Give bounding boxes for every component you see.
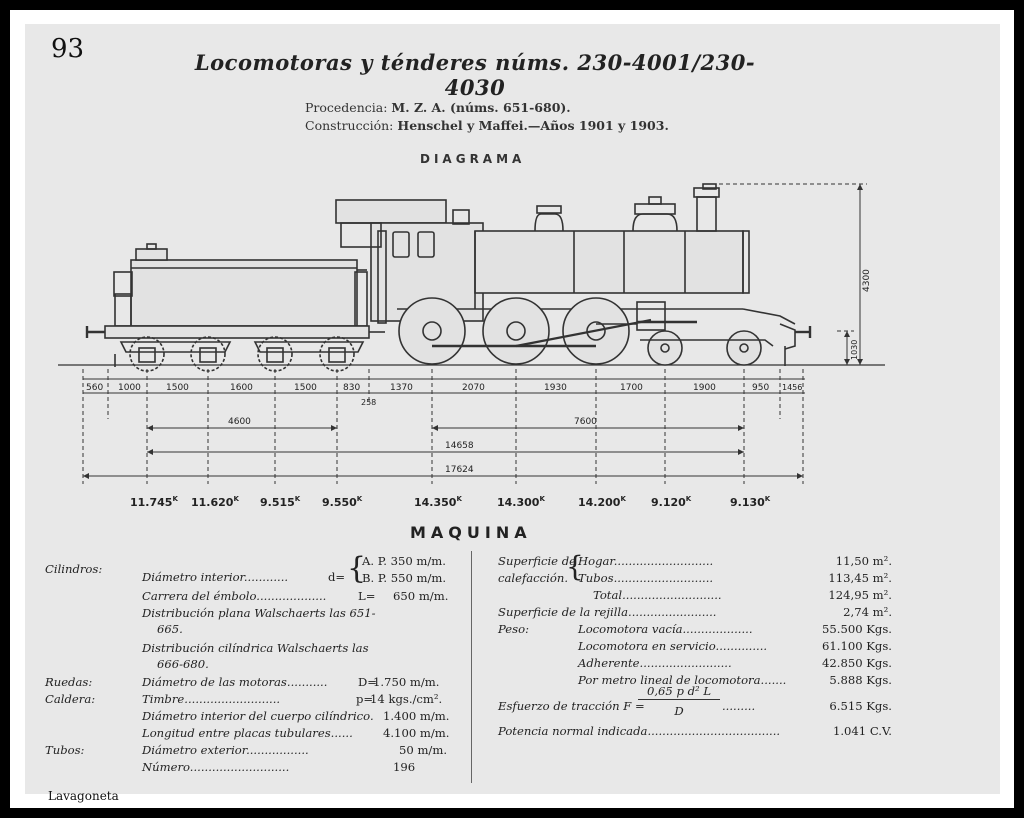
spec-label: Distribución plana Walschaerts las 651- — [142, 606, 376, 620]
spec-group: Cilindros: — [45, 562, 103, 576]
spec-label — [498, 605, 716, 619]
spec-group: Peso: — [498, 622, 529, 636]
spec-value: 1.750 m/m. — [373, 675, 440, 689]
axle-unit: K — [685, 495, 692, 503]
seg-label: 1000 — [118, 383, 141, 393]
procedencia-value: M. Z. A. (núms. 651-680). — [391, 100, 571, 115]
axle-unit: K — [456, 495, 462, 503]
seg-label: 1500 — [166, 383, 189, 393]
spec-label: Diámetro interior del cuerpo cilíndrico. — [142, 709, 374, 723]
axle-load: 9.550 — [322, 496, 357, 509]
spec-value: 42.850 Kgs. — [822, 656, 892, 670]
spec-label — [142, 692, 280, 706]
construccion-value: Henschel y Maffei.—Años 1901 y 1903. — [397, 118, 669, 133]
svg-text:14.200K — [578, 495, 626, 509]
seg-label: 2070 — [462, 383, 485, 393]
spec-label-text: Longitud entre placas tubulares — [142, 726, 331, 740]
svg-text:14.350K — [414, 495, 462, 509]
spec-label-text: Potencia normal indicada — [498, 724, 648, 738]
spec-prefix: d= — [328, 570, 346, 584]
spec-prefix: D= — [358, 675, 378, 689]
height-1030-label: 1030 — [850, 339, 859, 360]
spec-label — [578, 656, 732, 670]
spec-label — [142, 726, 353, 740]
spec-label-text: Timbre — [142, 692, 185, 706]
axle-unit: K — [356, 495, 363, 503]
spec-label-text: Diámetro interior — [142, 570, 244, 584]
svg-text:9.130K — [730, 495, 771, 509]
spec-label — [142, 570, 288, 584]
axle-load: 11.745 — [130, 496, 173, 509]
spec-label-cont: 666-680. — [157, 657, 209, 671]
axle-unit: K — [233, 495, 239, 503]
seg-label: 1456 — [782, 383, 803, 392]
spec-label-text: Locomotora en servicio — [578, 639, 716, 653]
spec-dots: ........................... — [613, 571, 714, 585]
svg-text:9.550K — [322, 495, 363, 509]
spec-dots: ....... — [760, 673, 787, 687]
column-divider — [471, 551, 472, 783]
brace-icon: { — [566, 550, 584, 583]
axle-unit: K — [294, 495, 301, 503]
spec-dots: ......... — [722, 699, 756, 713]
spec-value: 14 kgs./cm². — [370, 692, 443, 706]
seg-label: 950 — [752, 383, 770, 393]
spec-dots: ........................ — [628, 605, 717, 619]
seg-label: 1900 — [693, 383, 716, 393]
watermark: Lavagoneta — [48, 789, 119, 803]
axle-unit: K — [620, 495, 626, 503]
spec-dots: ........................... — [613, 554, 714, 568]
spec-dots: ........................... — [189, 760, 290, 774]
seg-label: 560 — [86, 383, 104, 393]
spec-label-text: Superficie de la rejilla — [498, 605, 629, 619]
spec-label — [142, 743, 309, 757]
section-title: MAQUINA — [410, 523, 532, 542]
seg-label: 1700 — [620, 383, 643, 393]
spec-group: Superficie de — [498, 554, 576, 568]
spec-label-text: Diámetro exterior — [142, 743, 247, 757]
spec-dots: ............ — [243, 570, 289, 584]
spec-dots: ................... — [256, 589, 327, 603]
locomotive-diagram — [25, 24, 1000, 524]
axle-load: 9.120 — [651, 496, 686, 509]
spec-value: 113,45 m². — [828, 571, 892, 585]
spec-value: 650 m/m. — [393, 589, 449, 603]
spec-label-text: Por metro lineal de locomotora — [578, 673, 761, 687]
document-sheet — [25, 24, 1000, 794]
spec-value: 50 m/m. — [399, 743, 448, 757]
spec-value: 1.400 m/m. — [383, 709, 450, 723]
spec-group: Tubos: — [45, 743, 85, 757]
spec-label — [142, 760, 289, 774]
height-4300-label: 4300 — [862, 269, 872, 292]
spec-value: 55.500 Kgs. — [822, 622, 892, 636]
spec-group: calefacción. — [498, 571, 569, 585]
spec-value: B. P. 550 m/m. — [362, 571, 447, 585]
spec-value: 6.515 Kgs. — [829, 699, 892, 713]
spec-dots: ................... — [682, 622, 753, 636]
spec-dots: ......................... — [639, 656, 732, 670]
spec-label-text: Adherente — [578, 656, 640, 670]
spec-label-text: Diámetro de las motoras — [142, 675, 287, 689]
spec-label-text: Tubos — [578, 571, 614, 585]
spec-label-text: Carrera del émbolo — [142, 589, 257, 603]
spec-label-text: Hogar — [578, 554, 614, 568]
spec-label — [498, 724, 780, 738]
page-number: 93 — [51, 34, 85, 64]
spec-value: 2,74 m². — [843, 605, 892, 619]
construccion-label: Construcción: — [305, 118, 394, 133]
spec-label — [578, 639, 767, 653]
svg-text:11.745K — [130, 495, 178, 509]
spec-label-cont: 665. — [157, 622, 183, 636]
axle-unit: K — [539, 495, 545, 503]
seg-label: 1930 — [544, 383, 567, 393]
formula-numerator: 0,65 p d² L — [638, 684, 720, 700]
spec-group: Ruedas: — [45, 675, 93, 689]
seg-label: 1600 — [230, 383, 253, 393]
spec-label — [142, 589, 326, 603]
svg-text:11.620K — [191, 495, 239, 509]
spec-label — [142, 675, 327, 689]
axle-load: 14.300 — [497, 496, 540, 509]
spec-value: A. P. 350 m/m. — [362, 554, 446, 568]
spec-dots: ........... — [286, 675, 328, 689]
span-17624-label: 17624 — [445, 465, 474, 475]
axle-load: 14.200 — [578, 496, 621, 509]
spec-dots: .......................... — [184, 692, 281, 706]
seg-label: 1370 — [390, 383, 413, 393]
spec-value: 124,95 m². — [828, 588, 892, 602]
svg-text:9.515K — [260, 495, 301, 509]
span-14658-label: 14658 — [445, 441, 474, 451]
spec-value: 11,50 m². — [835, 554, 892, 568]
document-title: Locomotoras y ténderes núms. 230-4001/230-4030 — [194, 50, 756, 100]
spec-label — [578, 554, 713, 568]
axle-load: 9.130 — [730, 496, 765, 509]
axle-load: 14.350 — [414, 496, 457, 509]
page-frame — [10, 10, 1014, 808]
spec-dots: .............. — [715, 639, 768, 653]
spec-dots: ...... — [330, 726, 353, 740]
spec-dots: .................................... — [647, 724, 781, 738]
brace-icon: { — [347, 551, 367, 586]
diagram-label: DIAGRAMA — [420, 152, 526, 166]
seg-label: 1500 — [294, 383, 317, 393]
spec-dots: ................. — [246, 743, 309, 757]
spec-value: 61.100 Kgs. — [822, 639, 892, 653]
spec-value: 4.100 m/m. — [383, 726, 450, 740]
axle-unit: K — [764, 495, 771, 503]
span-4600-label: 4600 — [228, 417, 251, 427]
spec-group: Caldera: — [45, 692, 96, 706]
spec-label-text: Total — [593, 588, 623, 602]
spec-value: 5.888 Kgs. — [829, 673, 892, 687]
axle-load: 11.620 — [191, 496, 234, 509]
axle-load: 9.515 — [260, 496, 295, 509]
spec-label-text: Número — [142, 760, 190, 774]
spec-label — [593, 588, 722, 602]
spec-label-text: Locomotora vacía — [578, 622, 683, 636]
spec-dots: ........................... — [622, 588, 722, 602]
seg-extra-label: 258 — [361, 398, 377, 407]
spec-value: 1.041 C.V. — [832, 724, 892, 738]
svg-text:14.300K — [497, 495, 545, 509]
spec-prefix: L= — [358, 589, 376, 603]
spec-prefix: p= — [356, 692, 374, 706]
seg-label: 830 — [343, 383, 361, 393]
span-7600-label: 7600 — [574, 417, 597, 427]
spec-label — [578, 622, 753, 636]
procedencia-label: Procedencia: — [305, 100, 388, 115]
svg-text:9.120K — [651, 495, 692, 509]
spec-label: Esfuerzo de tracción F = — [498, 699, 645, 713]
spec-label: Distribución cilíndrica Walschaerts las — [142, 641, 369, 655]
spec-value: 196 — [393, 760, 416, 774]
axle-unit: K — [172, 495, 178, 503]
formula-denominator: D — [674, 704, 684, 718]
spec-label — [578, 571, 713, 585]
